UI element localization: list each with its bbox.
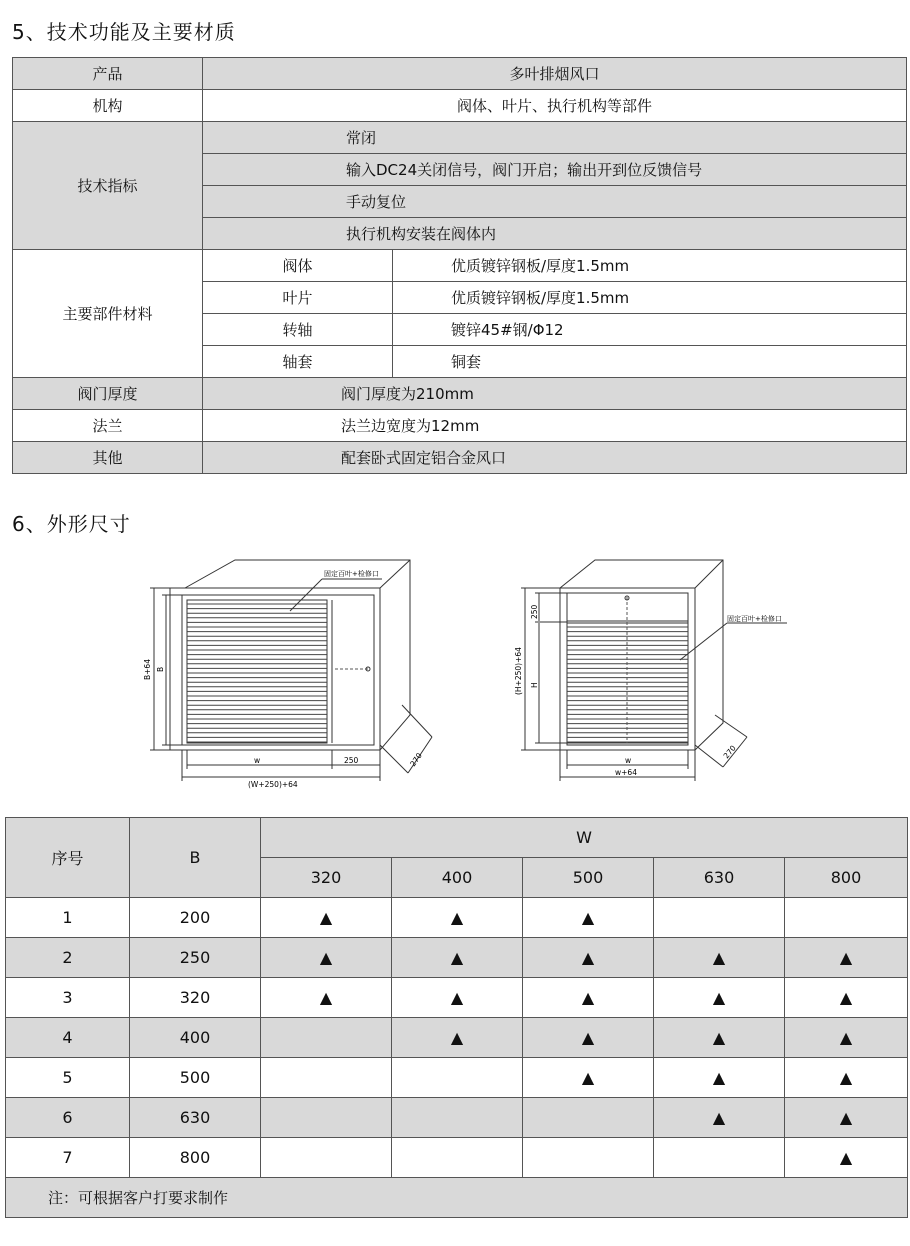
available-mark: ▲: [450, 948, 464, 967]
w-value: 320: [261, 858, 392, 898]
availability-cell: [392, 1058, 523, 1098]
availability-cell: [654, 978, 785, 1018]
dim-outer-height: B+64: [143, 659, 152, 680]
available-mark: ▲: [839, 948, 853, 967]
spec-row-material: [13, 250, 907, 282]
availability-cell: [523, 898, 654, 938]
available-mark: ▲: [712, 1068, 726, 1087]
thickness-label: 阀门厚度: [13, 378, 203, 410]
availability-cell: [785, 898, 908, 938]
available-mark: ▲: [319, 988, 333, 1007]
material-value: 铜套: [393, 346, 907, 378]
dim-depth: 270: [721, 743, 738, 761]
availability-cell: [654, 938, 785, 978]
tech-item: 常闭: [203, 122, 907, 154]
callout-text: 固定百叶+检修口: [727, 615, 782, 623]
dim-height: H: [530, 682, 539, 688]
availability-cell: [523, 1058, 654, 1098]
availability-cell: [785, 938, 908, 978]
availability-cell: [523, 1138, 654, 1178]
available-mark: ▲: [839, 1108, 853, 1127]
material-value: 优质镀锌钢板/厚度1.5mm: [393, 250, 907, 282]
available-mark: ▲: [450, 908, 464, 927]
availability-cell: [654, 898, 785, 938]
dim-total-width: (W+250)+64: [248, 780, 298, 789]
product-value: 多叶排烟风口: [203, 58, 907, 90]
structure-label: 机构: [13, 90, 203, 122]
table-row: [6, 1018, 908, 1058]
availability-cell: [261, 898, 392, 938]
availability-cell: [392, 898, 523, 938]
available-mark: ▲: [839, 1028, 853, 1047]
spec-table: [12, 57, 907, 474]
w-value: 800: [785, 858, 908, 898]
dim-height: B: [156, 666, 165, 672]
col-w-header: W: [261, 818, 908, 858]
dim-depth: 270: [408, 751, 424, 769]
table-row: [6, 938, 908, 978]
row-b: 500: [130, 1058, 261, 1098]
row-b: 250: [130, 938, 261, 978]
availability-cell: [785, 1098, 908, 1138]
availability-cell: [523, 1098, 654, 1138]
row-no: 6: [6, 1098, 130, 1138]
availability-cell: [392, 938, 523, 978]
dim-outer-height: (H+250)+64: [514, 647, 523, 695]
sizes-table: [5, 817, 908, 1218]
availability-cell: [654, 1018, 785, 1058]
w-value: 400: [392, 858, 523, 898]
row-b: 320: [130, 978, 261, 1018]
row-no: 1: [6, 898, 130, 938]
available-mark: ▲: [450, 988, 464, 1007]
tech-label: 技术指标: [13, 122, 203, 250]
row-no: 4: [6, 1018, 130, 1058]
col-no-header: 序号: [6, 818, 130, 898]
availability-cell: [261, 978, 392, 1018]
tech-item: 手动复位: [203, 186, 907, 218]
other-label: 其他: [13, 442, 203, 474]
drawing-vertical-louver: [505, 555, 805, 795]
dim-side: 250: [344, 756, 359, 765]
available-mark: ▲: [450, 1028, 464, 1047]
row-no: 5: [6, 1058, 130, 1098]
availability-cell: [785, 1058, 908, 1098]
spec-row-flange: [13, 410, 907, 442]
row-b: 400: [130, 1018, 261, 1058]
availability-cell: [654, 1098, 785, 1138]
dim-total-width: w+64: [615, 768, 637, 777]
w-value: 630: [654, 858, 785, 898]
availability-cell: [523, 938, 654, 978]
product-label: 产品: [13, 58, 203, 90]
availability-cell: [785, 978, 908, 1018]
spec-row-tech: [13, 122, 907, 154]
dim-width: w: [254, 756, 261, 765]
available-mark: ▲: [712, 1108, 726, 1127]
table-row: [6, 1058, 908, 1098]
available-mark: ▲: [839, 1068, 853, 1087]
row-b: 800: [130, 1138, 261, 1178]
section-5-title: 5、技术功能及主要材质: [12, 20, 236, 44]
availability-cell: [392, 1098, 523, 1138]
availability-cell: [523, 1018, 654, 1058]
availability-cell: [785, 1138, 908, 1178]
sizes-note-row: [6, 1178, 908, 1218]
material-part: 轴套: [203, 346, 393, 378]
structure-value: 阀体、叶片、执行机构等部件: [203, 90, 907, 122]
availability-cell: [785, 1018, 908, 1058]
flange-label: 法兰: [13, 410, 203, 442]
row-no: 2: [6, 938, 130, 978]
availability-cell: [392, 1018, 523, 1058]
callout-text: 固定百叶+检修口: [324, 570, 379, 578]
material-part: 阀体: [203, 250, 393, 282]
table-row: [6, 898, 908, 938]
material-part: 转轴: [203, 314, 393, 346]
available-mark: ▲: [319, 948, 333, 967]
thickness-value: 阀门厚度为210mm: [203, 378, 907, 410]
flange-value: 法兰边宽度为12mm: [203, 410, 907, 442]
table-row: [6, 978, 908, 1018]
material-value: 镀锌45#钢/Φ12: [393, 314, 907, 346]
sizes-body: [6, 898, 908, 1178]
available-mark: ▲: [581, 908, 595, 927]
table-row: [6, 1098, 908, 1138]
availability-cell: [392, 1138, 523, 1178]
tech-item: 执行机构安装在阀体内: [203, 218, 907, 250]
row-no: 3: [6, 978, 130, 1018]
available-mark: ▲: [712, 1028, 726, 1047]
w-value: 500: [523, 858, 654, 898]
available-mark: ▲: [581, 988, 595, 1007]
available-mark: ▲: [581, 948, 595, 967]
row-b: 200: [130, 898, 261, 938]
other-value: 配套卧式固定铝合金风口: [203, 442, 907, 474]
table-row: [6, 1138, 908, 1178]
availability-cell: [392, 978, 523, 1018]
available-mark: ▲: [712, 948, 726, 967]
availability-cell: [261, 1058, 392, 1098]
row-b: 630: [130, 1098, 261, 1138]
spec-row-thickness: [13, 378, 907, 410]
availability-cell: [654, 1138, 785, 1178]
tech-item: 输入DC24关闭信号，阀门开启；输出开到位反馈信号: [203, 154, 907, 186]
availability-cell: [261, 938, 392, 978]
available-mark: ▲: [839, 988, 853, 1007]
available-mark: ▲: [581, 1068, 595, 1087]
row-no: 7: [6, 1138, 130, 1178]
availability-cell: [261, 1018, 392, 1058]
note: 注：可根据客户打要求制作: [6, 1178, 908, 1218]
dim-width: w: [625, 756, 632, 765]
sizes-header-row: [6, 818, 908, 858]
materials-label: 主要部件材料: [13, 250, 203, 378]
available-mark: ▲: [581, 1028, 595, 1047]
spec-row-structure: [13, 90, 907, 122]
material-value: 优质镀锌钢板/厚度1.5mm: [393, 282, 907, 314]
material-part: 叶片: [203, 282, 393, 314]
col-b-header: B: [130, 818, 261, 898]
section-6-title: 6、外形尺寸: [12, 512, 131, 536]
available-mark: ▲: [839, 1148, 853, 1167]
availability-cell: [261, 1138, 392, 1178]
availability-cell: [654, 1058, 785, 1098]
drawing-horizontal-louver: [140, 555, 440, 795]
available-mark: ▲: [712, 988, 726, 1007]
availability-cell: [523, 978, 654, 1018]
spec-row-product: [13, 58, 907, 90]
availability-cell: [261, 1098, 392, 1138]
spec-row-other: [13, 442, 907, 474]
available-mark: ▲: [319, 908, 333, 927]
dim-top: 250: [530, 604, 539, 619]
